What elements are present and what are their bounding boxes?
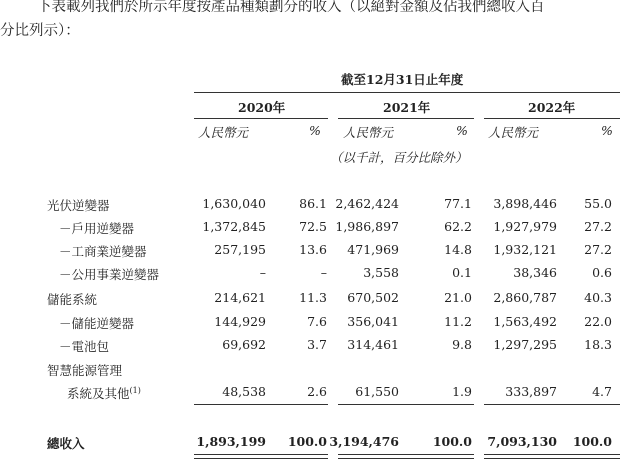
row-1-rmb-2022: 1,927,979 [493,219,557,234]
unit-pct-2022: % [601,123,613,138]
row-5-rmb-2022: 1,563,492 [493,314,557,329]
smart-label-text: 系統及其他 [67,386,130,401]
row-1-rmb-2021: 1,986,897 [335,219,399,234]
row-6-rmb-2020: 69,692 [222,337,266,352]
row-5-rmb-2020: 144,929 [214,314,266,329]
row-2-rmb-2021: 471,969 [347,242,399,257]
year-rule-2021 [338,118,474,119]
row-1-rmb-2020: 1,372,845 [202,219,266,234]
total-pct-2021: 100.0 [432,434,472,449]
row-3-rmb-2022: 38,346 [513,265,557,280]
smart-rmb-2022: 333,897 [505,384,557,399]
row-3-pct-2020: – [320,265,327,280]
footnote-marker: (1) [129,385,141,395]
row-label-smart-line1: 智慧能源管理 [47,363,123,378]
row-label: －工商業逆變器 [59,244,147,259]
row-4-rmb-2022: 2,860,787 [493,290,557,305]
subtotal-rule-2022 [484,404,620,405]
row-6-pct-2022: 18.3 [584,337,612,352]
unit-pct-2020: % [309,123,321,138]
row-3-rmb-2020: – [259,265,266,280]
smart-rmb-2020: 48,538 [222,384,266,399]
year-2020: 2020年 [238,100,286,115]
year-2021: 2021年 [383,100,431,115]
total-rule-2020 [194,454,328,459]
row-5-rmb-2021: 356,041 [347,314,399,329]
row-2-rmb-2022: 1,932,121 [493,242,557,257]
unit-note: （以千計，百分比除外） [330,150,468,165]
row-6-rmb-2022: 1,297,295 [493,337,557,352]
total-label: 總收入 [47,436,85,451]
period-rule [194,92,620,93]
smart-pct-2021: 1.9 [452,384,472,399]
row-0-pct-2021: 77.1 [444,196,472,211]
row-6-rmb-2021: 314,461 [347,337,399,352]
intro-line-1: 下表載列我們於所示年度按產品種類劃分的收入（以絕對金額及佔我們總收入百 [37,0,545,15]
row-4-pct-2021: 21.0 [444,290,472,305]
row-0-rmb-2022: 3,898,446 [493,196,557,211]
smart-pct-2022: 4.7 [592,384,612,399]
row-label: 光伏逆變器 [47,198,110,213]
smart-pct-2020: 2.6 [307,384,327,399]
row-label: －公用事業逆變器 [59,267,160,282]
unit-rmb-2022: 人民幣元 [488,125,539,140]
row-0-rmb-2021: 2,462,424 [335,196,399,211]
row-3-rmb-2021: 3,558 [363,265,399,280]
subtotal-rule-2021 [338,404,474,405]
row-2-pct-2022: 27.2 [584,242,612,257]
row-1-pct-2022: 27.2 [584,219,612,234]
row-label: －戶用逆變器 [59,221,135,236]
unit-pct-2021: % [456,123,468,138]
unit-rmb-2020: 人民幣元 [198,125,249,140]
unit-rmb-2021: 人民幣元 [343,125,394,140]
row-label-smart-line2 [67,384,141,402]
row-4-pct-2022: 40.3 [584,290,612,305]
row-0-pct-2020: 86.1 [299,196,327,211]
row-2-rmb-2020: 257,195 [214,242,266,257]
row-5-pct-2021: 11.2 [444,314,472,329]
row-6-pct-2020: 3.7 [307,337,327,352]
smart-rmb-2021: 61,550 [355,384,399,399]
year-rule-2020 [194,118,328,119]
year-rule-2022 [484,118,620,119]
total-rule-2021 [338,454,474,459]
total-pct-2020: 100.0 [287,434,327,449]
period-header: 截至12月31日止年度 [341,72,464,87]
total-rule-2022 [484,454,620,459]
total-rmb-2020: 1,893,199 [196,434,266,449]
row-4-pct-2020: 11.3 [299,290,327,305]
total-rmb-2022: 7,093,130 [487,434,557,449]
total-rmb-2021: 3,194,476 [329,434,399,449]
row-3-pct-2021: 0.1 [452,265,472,280]
row-label: －儲能逆變器 [59,316,135,331]
row-3-pct-2022: 0.6 [592,265,612,280]
row-0-pct-2022: 55.0 [584,196,612,211]
row-6-pct-2021: 9.8 [452,337,472,352]
subtotal-rule-2020 [194,404,328,405]
row-0-rmb-2020: 1,630,040 [202,196,266,211]
row-label: 儲能系統 [47,292,98,307]
row-2-pct-2020: 13.6 [299,242,327,257]
row-1-pct-2021: 62.2 [444,219,472,234]
year-2022: 2022年 [528,100,576,115]
total-pct-2022: 100.0 [572,434,612,449]
row-4-rmb-2021: 670,502 [347,290,399,305]
intro-line-2: 分比列示）： [0,23,80,39]
row-4-rmb-2020: 214,621 [214,290,266,305]
row-5-pct-2020: 7.6 [307,314,327,329]
row-5-pct-2022: 22.0 [584,314,612,329]
row-1-pct-2020: 72.5 [299,219,327,234]
row-label: －電池包 [59,339,110,354]
row-2-pct-2021: 14.8 [444,242,472,257]
